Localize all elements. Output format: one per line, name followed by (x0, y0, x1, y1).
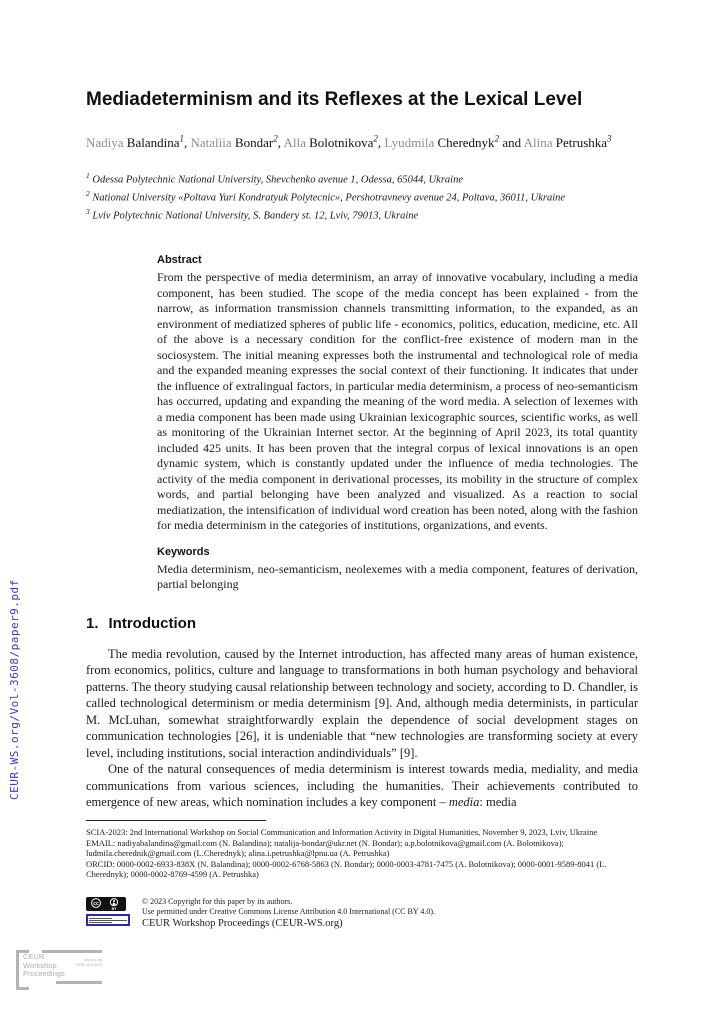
license-block (86, 897, 638, 930)
author-name: Nadiya Balandina$^1$, (86, 134, 191, 151)
affiliation-line: $^2$ National University «Poltava Yuri Kondratyuk Polytecnic», Pershotravnevy avenue 24, Poltava, 36011, Ukraine (86, 189, 566, 204)
license-line-3: CEUR Workshop Proceedings (CEUR-WS.org) (142, 918, 343, 929)
footnote-lines (86, 827, 638, 880)
author-name: Alla Bolotnikova$^2$, (283, 134, 385, 151)
abstract-section (157, 254, 638, 534)
paper-title: Mediadeterminism and its Reflexes at the Lexical Level (86, 89, 583, 110)
cc-by-license-icon (86, 897, 126, 912)
by-label: BY (111, 907, 117, 911)
svg-text:cc: cc (93, 901, 99, 907)
ceur-ws-badge-icon (86, 914, 130, 926)
footnote-rule (86, 820, 266, 821)
license-line-1: © 2023 Copyright for this paper by its authors. (142, 897, 293, 906)
license-text (142, 897, 638, 930)
footnote-block (86, 820, 638, 880)
keywords-heading: Keywords (157, 545, 210, 558)
intro-paragraph-2: One of the natural consequences of media determinism is interest towards media, mediality, and media communications from various sciences, including the humanities. Their achievements contributed to emergence of new areas, which nomination includes a key component – media: media (86, 762, 638, 810)
affiliations (86, 169, 638, 223)
watermark-text: CEUR Workshop Proceedings (23, 952, 65, 978)
author-name: Lyudmila Cherednyk$^2$ and (384, 134, 524, 151)
ceur-watermark-logo (16, 946, 104, 988)
section-1-heading (86, 615, 638, 632)
authors-line (86, 129, 638, 153)
intro-paragraph-1: The media revolution, caused by the Internet introduction, has affected many areas of human existence, from economics, politics, culture and language to transformations in both human psychology and behavioral patterns. The theory studying causal relationship between technology and society, according to D. Chandler, is called technological determinism or media determinism [9]. And, although media determinists, in particular M. McLuhan, somewhat straightforwardly explain the dependence of social development stages on communication technologies [26], it is undeniable that “new technologies are transforming society at every level, including institutions, social interaction andindividuals” [9]. (86, 646, 638, 760)
ceur-volume-link[interactable]: CEUR-WS.org/Vol-3608/paper9.pdf (8, 579, 21, 800)
author-name: Nataliia Bondar$^2$, (190, 134, 284, 151)
section-label: Introduction (108, 614, 196, 632)
author-name: Alina Petrushka$^3$ (523, 134, 612, 151)
footnote-line: EMAIL: nadiyabalandina@gmail.com (N. Balandina); natalija-bondar@ukr.net (N. Bondar); a.p.bolotnikova@gmail.com (A. Bolotnikova); ludmila.cherednik@gmail.com (L.Cherednyk); alina.i.petrushka@lpnu.ua (A. Petrushka) (86, 837, 564, 858)
paper-content (86, 0, 638, 811)
abstract-heading: Abstract (157, 254, 202, 267)
affiliation-line: $^3$ Lviv Polytechnic National University, S. Bandery st. 12, Lviv, 79013, Ukraine (86, 207, 419, 222)
license-badges (86, 897, 134, 926)
affiliation-line: $^1$ Odessa Polytechnic National University, Shevchenko avenue 1, Odessa, 65044, Ukraine (86, 171, 463, 186)
abstract-text: From the perspective of media determinism, an array of innovative vocabulary, including a media component, has been studied. The scope of the media concept has been explained - from the narrow, as information transmission channels transmitting information, to the expanded, as an environment of mediatized spheres of public life - economics, politics, education, medicine, etc. All of the above is a necessary condition for the conflict-free existence of modern man in the sociosystem. The initial meaning expresses both the instrumental and technological role of media and the expanded meaning expresses the social context of their functioning. It indicates that under the influence of extralingual factors, in particular media determinism, a process of neo-semanticism has occurred, updating and expanding the meaning of the word media. A selection of lexemes with a media component has been made using Ukrainian lexicographic sources, scientific works, as well as monitoring of the Ukrainian Internet sector. At the beginning of April 2023, its total quantity included 425 units. It has been proven that the integral corpus of lexical innovations is an open dynamic system, which is constantly updated under the influence of media technologies. The activity of the media component in derivational processes, its mobility in the structure of complex words, and partial belonging have been analyzed and visualized. As a reaction to social mediatization, the intensification of individual word creation has been noted, along with the fashion for media determinism in the categories of institutions, organizations, and events. (157, 270, 638, 533)
watermark-issn: ceur-ws.org ISSN 1613-0073 (76, 958, 102, 967)
keywords-section (157, 546, 638, 593)
section-number: 1. (86, 614, 99, 632)
footnote-line: SCIA-2023: 2nd International Workshop on Social Communication and Information Activity in Digital Humanities, November 9, 2023, Lviv, Ukraine (86, 827, 598, 837)
keywords-text: Media determinism, neo-semanticism, neolexemes with a media component, features of derivation, partial belonging (157, 561, 638, 592)
license-line-2: Use permitted under Creative Commons License Attribution 4.0 International (CC BY 4.0). (142, 907, 435, 916)
watermark-bottom-bar (56, 981, 102, 984)
footnote-line: ORCID: 0000-0002-6933-838X (N. Balandina); 0000-0002-6768-5863 (N. Bondar); 0000-0003-4781-7475 (A. Bolotnikova); 0000-0001-9589-8041 (L. Cherednyk); 0000-0002-8769-4599 (A. Petrushka) (86, 858, 607, 879)
